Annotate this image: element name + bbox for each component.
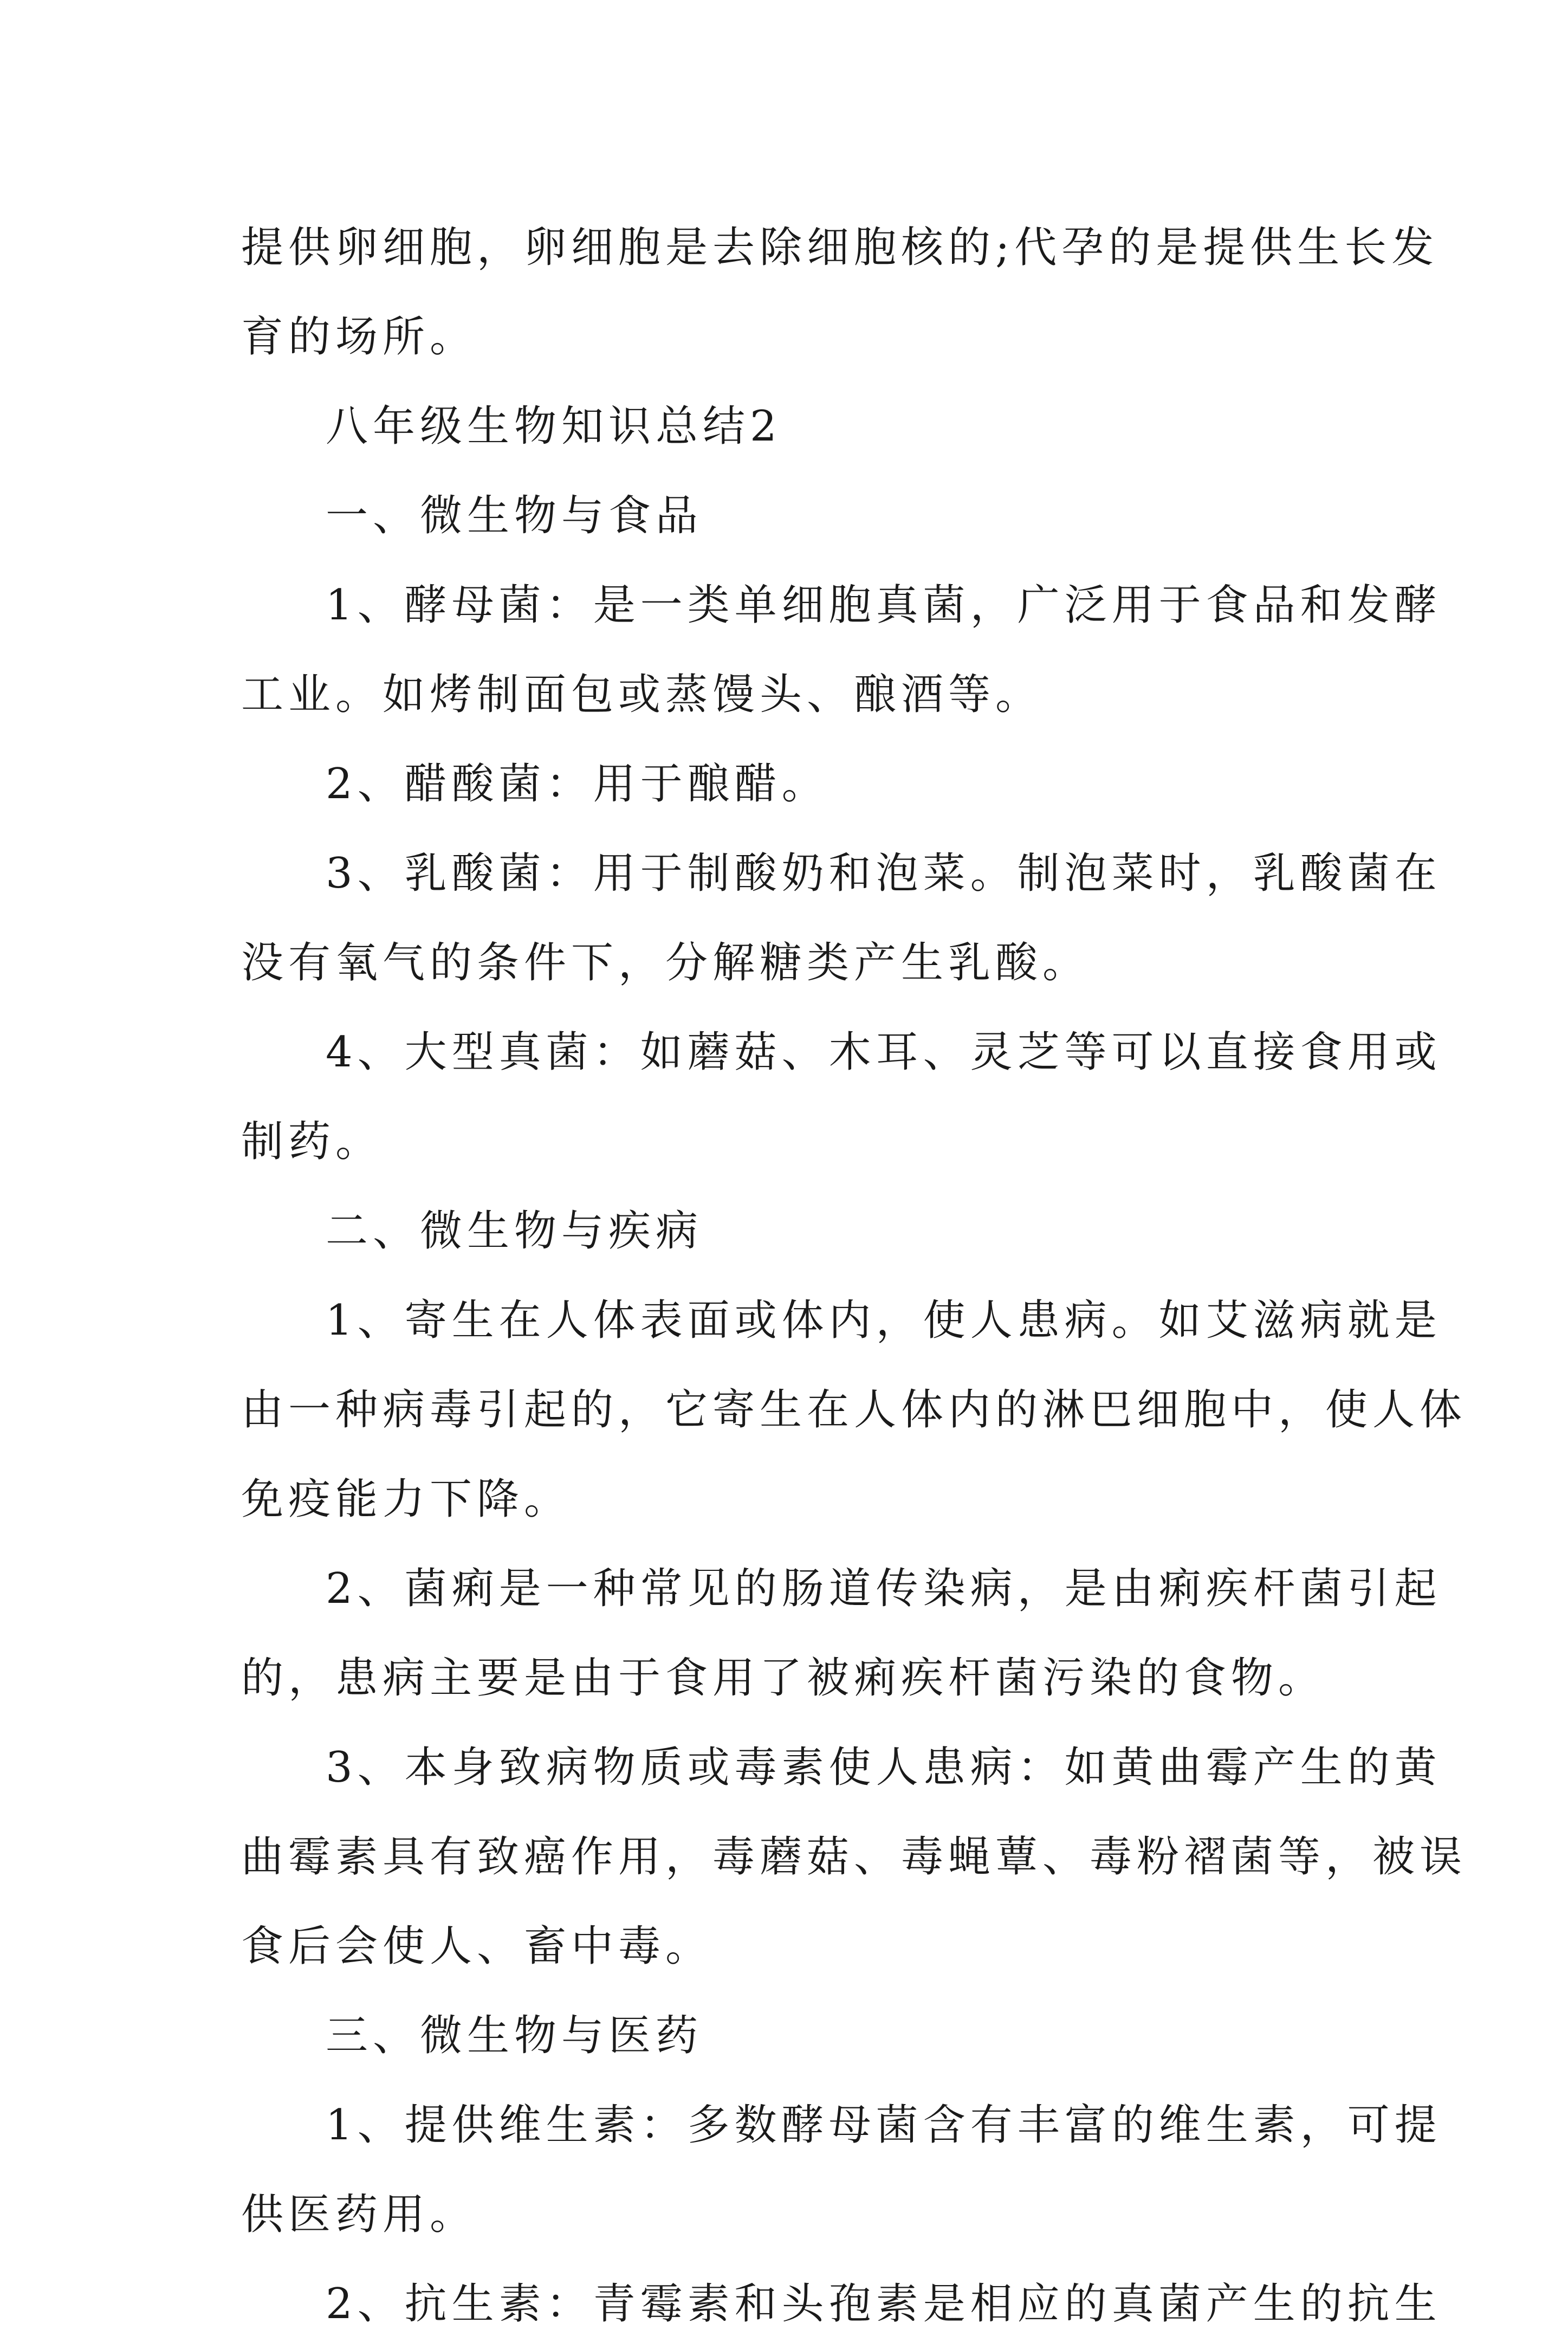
text-line: 工业。如烤制面包或蒸馒头、酿酒等。 [241,670,1043,719]
section-heading: 二、微生物与疾病 [326,1207,703,1256]
text-line: 制药。 [241,1117,383,1166]
text-line: 提供卵细胞，卵细胞是去除细胞核的;代孕的是提供生长发 [241,223,1439,272]
text-line: 2、醋酸菌：用于酿醋。 [326,760,829,808]
text-line: 3、乳酸菌：用于制酸奶和泡菜。制泡菜时，乳酸菌在 [326,849,1442,898]
text-line: 没有氧气的条件下，分解糖类产生乳酸。 [241,939,1090,987]
text-line: 3、本身致病物质或毒素使人患病：如黄曲霉产生的黄 [326,1743,1442,1792]
section-title: 八年级生物知识总结2 [326,402,782,451]
text-line: 2、抗生素：青霉素和头孢素是相应的真菌产生的抗生 [326,2280,1442,2328]
text-line: 免疫能力下降。 [241,1475,572,1524]
section-heading: 三、微生物与医药 [326,2011,703,2060]
text-line: 供医药用。 [241,2190,477,2239]
text-line: 曲霉素具有致癌作用，毒蘑菇、毒蝇蕈、毒粉褶菌等，被误 [241,1833,1467,1881]
section-heading: 一、微生物与食品 [326,491,703,540]
text-line: 食后会使人、畜中毒。 [241,1922,713,1971]
text-line: 育的场所。 [241,313,477,361]
text-line: 1、酵母菌：是一类单细胞真菌，广泛用于食品和发酵 [326,581,1442,630]
text-line: 由一种病毒引起的，它寄生在人体内的淋巴细胞中，使人体 [241,1386,1467,1434]
text-line: 2、菌痢是一种常见的肠道传染病，是由痢疾杆菌引起 [326,1564,1442,1613]
text-line: 1、提供维生素：多数酵母菌含有丰富的维生素，可提 [326,2101,1442,2150]
document-body [241,203,1467,2349]
text-line: 的，患病主要是由于食用了被痢疾杆菌污染的食物。 [241,1654,1326,1703]
text-line: 1、寄生在人体表面或体内，使人患病。如艾滋病就是 [326,1296,1442,1345]
text-line: 4、大型真菌：如蘑菇、木耳、灵芝等可以直接食用或 [326,1028,1442,1077]
